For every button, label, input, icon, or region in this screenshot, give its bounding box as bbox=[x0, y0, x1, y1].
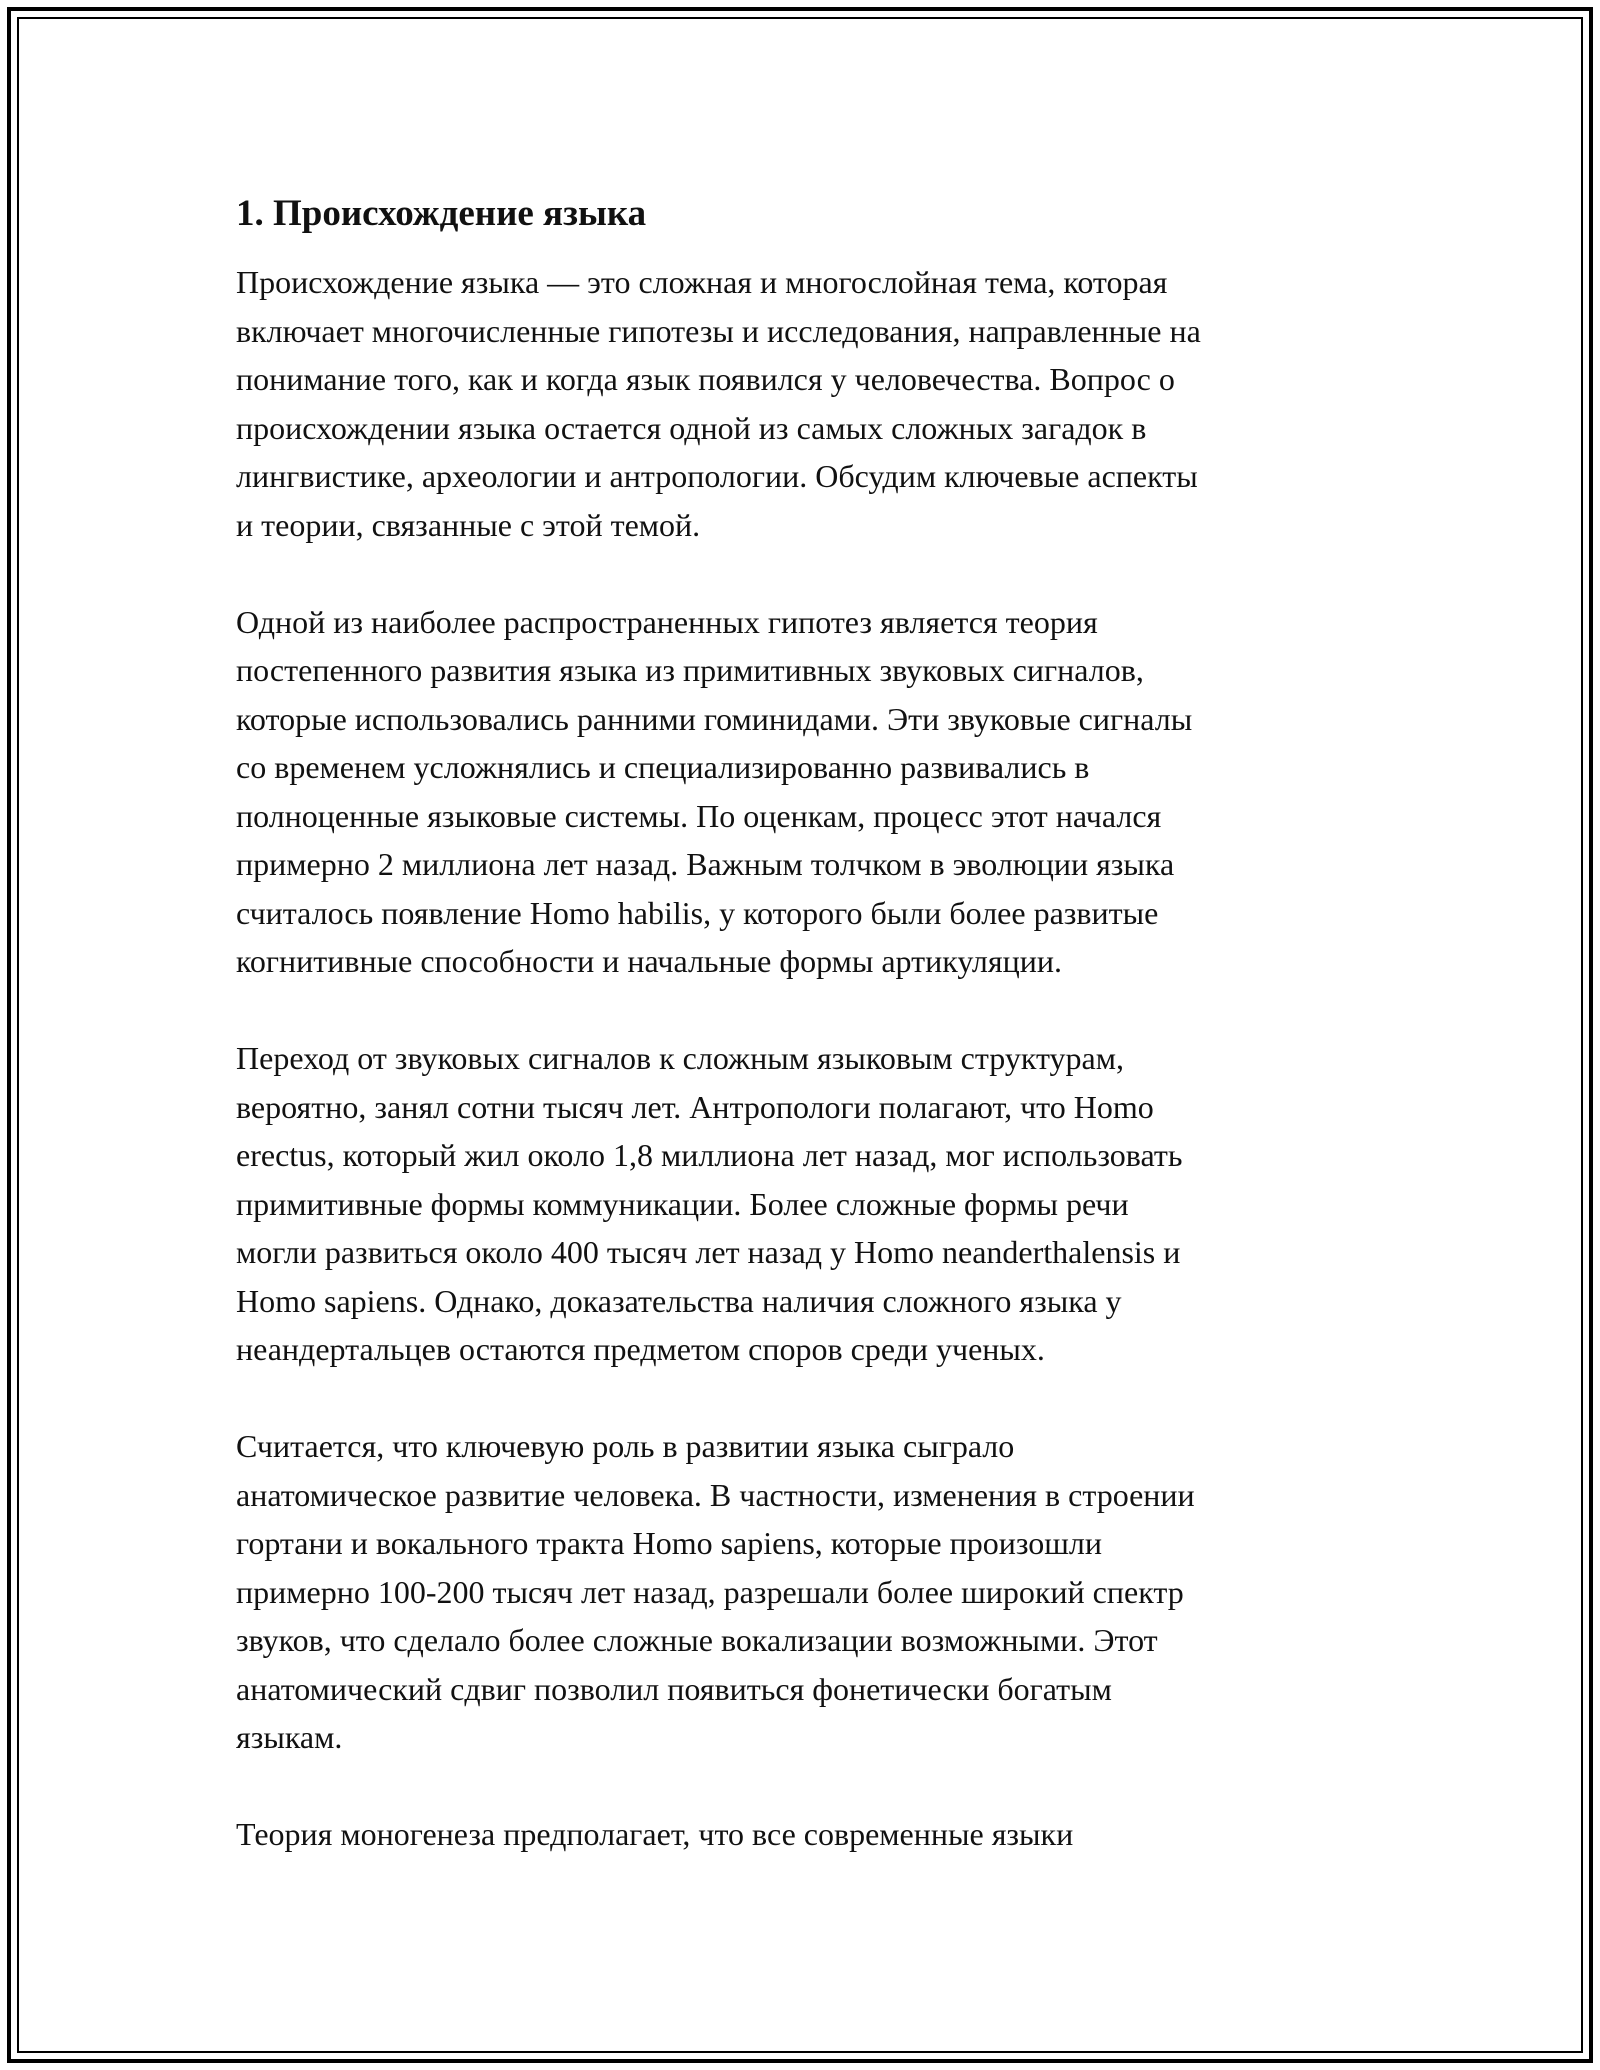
text-line: Переход от звуковых сигналов к сложным языковым структурам, bbox=[236, 1040, 1124, 1076]
text-line: считалось появление Homo habilis, у которого были более развитые bbox=[236, 894, 1159, 931]
text-line: понимание того, как и когда язык появился у человечества. Вопрос о bbox=[236, 361, 1175, 397]
text-line: анатомическое развитие человека. В частности, изменения в строении bbox=[236, 1476, 1195, 1513]
text-line: когнитивные способности и начальные формы артикуляции. bbox=[236, 943, 1062, 979]
text-line: вероятно, занял сотни тысяч лет. Антропологи полагают, что Homo bbox=[236, 1088, 1154, 1125]
text-line: гортани и вокального тракта Homo sapiens, которые произошли bbox=[236, 1525, 1102, 1561]
text-line: языкам. bbox=[236, 1719, 343, 1755]
text-line: происхождении языка остается одной из самых сложных загадок в bbox=[236, 409, 1147, 446]
paragraph-2 bbox=[236, 598, 1366, 986]
text-line: Считается, что ключевую роль в развитии языка сыграло bbox=[236, 1428, 1015, 1464]
document-body bbox=[236, 186, 1366, 1907]
text-line: примерно 100-200 тысяч лет назад, разрешали более широкий спектр bbox=[236, 1573, 1184, 1610]
text-line: erectus, который жил около 1,8 миллиона лет назад, мог использовать bbox=[236, 1137, 1183, 1173]
paragraph-4 bbox=[236, 1422, 1366, 1762]
text-line: и теории, связанные с этой темой. bbox=[236, 506, 701, 543]
text-line: могли развиться около 400 тысяч лет назад у Homo neanderthalensis и bbox=[236, 1234, 1181, 1270]
text-line: Происхождение языка — это сложная и многослойная тема, которая bbox=[236, 264, 1168, 300]
text-line: Homo sapiens. Однако, доказательства наличия сложного языка у bbox=[236, 1282, 1122, 1319]
text-line: неандертальцев остаются предметом споров среди ученых. bbox=[236, 1331, 1045, 1367]
text-line: включает многочисленные гипотезы и исследования, направленные на bbox=[236, 312, 1201, 349]
paragraph-3 bbox=[236, 1034, 1366, 1374]
section-heading: 1. Происхождение языка bbox=[236, 193, 647, 234]
text-line: полноценные языковые системы. По оценкам, процесс этот начался bbox=[236, 797, 1162, 834]
text-line: Одной из наиболее распространенных гипотез является теория bbox=[236, 603, 1098, 640]
paragraph-5 bbox=[236, 1810, 1366, 1859]
text-line: звуков, что сделало более сложные вокализации возможными. Этот bbox=[236, 1622, 1158, 1658]
paragraph-1 bbox=[236, 258, 1366, 549]
text-line: постепенного развития языка из примитивных звуковых сигналов, bbox=[236, 652, 1144, 688]
text-line: анатомический сдвиг позволил появиться фонетически богатым bbox=[236, 1670, 1112, 1707]
text-line: лингвистике, археологии и антропологии. Обсудим ключевые аспекты bbox=[236, 458, 1198, 494]
text-line: примерно 2 миллиона лет назад. Важным толчком в эволюции языка bbox=[236, 846, 1175, 882]
text-line: примитивные формы коммуникации. Более сложные формы речи bbox=[236, 1185, 1129, 1222]
text-line: которые использовались ранними гоминидами. Эти звуковые сигналы bbox=[236, 700, 1193, 737]
text-line: со временем усложнялись и специализированно развивались в bbox=[236, 749, 1090, 785]
text-line: Теория моногенеза предполагает, что все современные языки bbox=[236, 1816, 1074, 1852]
